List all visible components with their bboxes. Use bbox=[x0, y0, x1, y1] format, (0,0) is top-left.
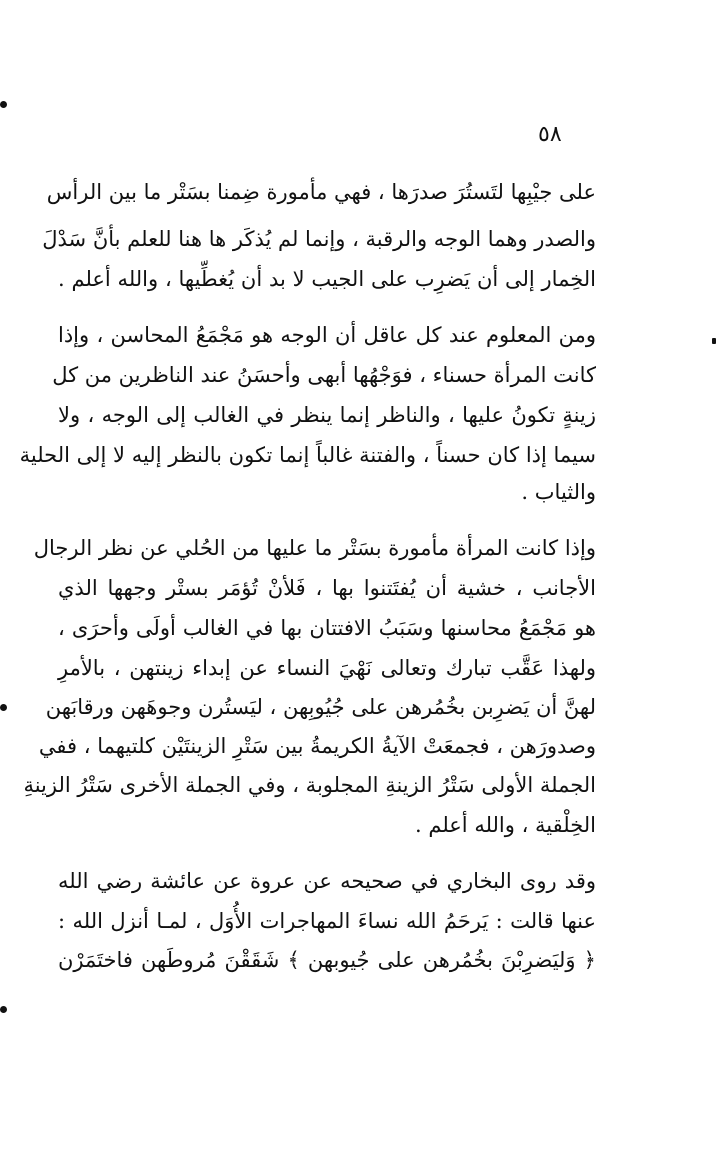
text-line: وقد روى البخاري في صحيحه عن عروة عن عائشة رضي الله bbox=[58, 869, 596, 893]
text-line: كانت المرأة حسناء ، فوَجْهُها أبهى وأحسَنُ عند الناظرين من كل bbox=[52, 363, 596, 387]
text-line: الخِمار إلى أن يَضرِب على الجيب لا بد أن يُغطِّيها ، والله أعلم . bbox=[58, 267, 596, 291]
text-line: ومن المعلوم عند كل عاقل أن الوجه هو مَجْمَعُ المحاسن ، وإذا bbox=[58, 323, 596, 347]
text-line: عنها قالت : يَرحَمُ الله نساءَ المهاجرات الأُوَل ، لمـا أنزل الله : bbox=[58, 909, 596, 933]
text-line: لهنَّ أن يَضرِبن بخُمُرهن على جُيُوبِهن ، ليَستُرن وجوهَهن ورقابَهن bbox=[45, 695, 596, 719]
text-line: زينةٍ تكونُ عليها ، والناظر إنما ينظر في الغالب إلى الوجه ، ولا bbox=[58, 403, 596, 427]
text-line: الأجانب ، خشية أن يُفتَتنوا بها ، فَلأنْ تُؤمَر بستْر وجهها الذي bbox=[58, 576, 596, 600]
text-line: والصدر وهما الوجه والرقبة ، وإنما لم يُذكَر ها هنا للعلم بأنَّ سَدْلَ bbox=[42, 227, 596, 251]
margin-mark bbox=[712, 338, 716, 344]
text-line: ﴿ وَليَضرِبْنَ بخُمُرهن على جُيوبهن ﴾ شَقَقْنَ مُروطَهن فاختَمَرْن bbox=[58, 948, 596, 972]
margin-mark bbox=[0, 101, 7, 108]
text-line: والثياب . bbox=[521, 480, 596, 504]
text-line: سيما إذا كان حسناً ، والفتنة غالباً إنما تكون بالنظر إليه لا إلى الحلية bbox=[19, 443, 596, 467]
text-line: الخِلْقية ، والله أعلم . bbox=[415, 813, 596, 837]
text-line: على جيْبِها لتَستُرَ صدرَها ، فهي مأمورة ضِمنا بسَتْر ما بين الرأس bbox=[46, 180, 596, 204]
margin-mark bbox=[0, 704, 7, 711]
margin-mark bbox=[0, 1006, 7, 1013]
text-line: وإذا كانت المرأة مأمورة بسَتْر ما عليها من الحُلي عن نظر الرجال bbox=[33, 536, 596, 560]
text-line: ولهذا عَقَّب تبارك وتعالى نَهْيَ النساء عن إبداء زينتهن ، بالأمرِ bbox=[58, 656, 596, 680]
text-line: وصدورَهن ، فجمعَتْ الآيةُ الكريمةُ بين سَتْرِ الزينتَيْن كلتيهما ، ففي bbox=[38, 734, 596, 758]
text-line: الجملة الأولى سَتْرُ الزينةِ المجلوبة ، وفي الجملة الأخرى سَتْرُ الزينةِ bbox=[23, 773, 596, 797]
text-line: هو مَجْمَعُ محاسنها وسَبَبُ الافتتان بها في الغالب أولَى وأحرَى ، bbox=[58, 616, 596, 640]
page-number: ٥٨ bbox=[538, 122, 562, 147]
